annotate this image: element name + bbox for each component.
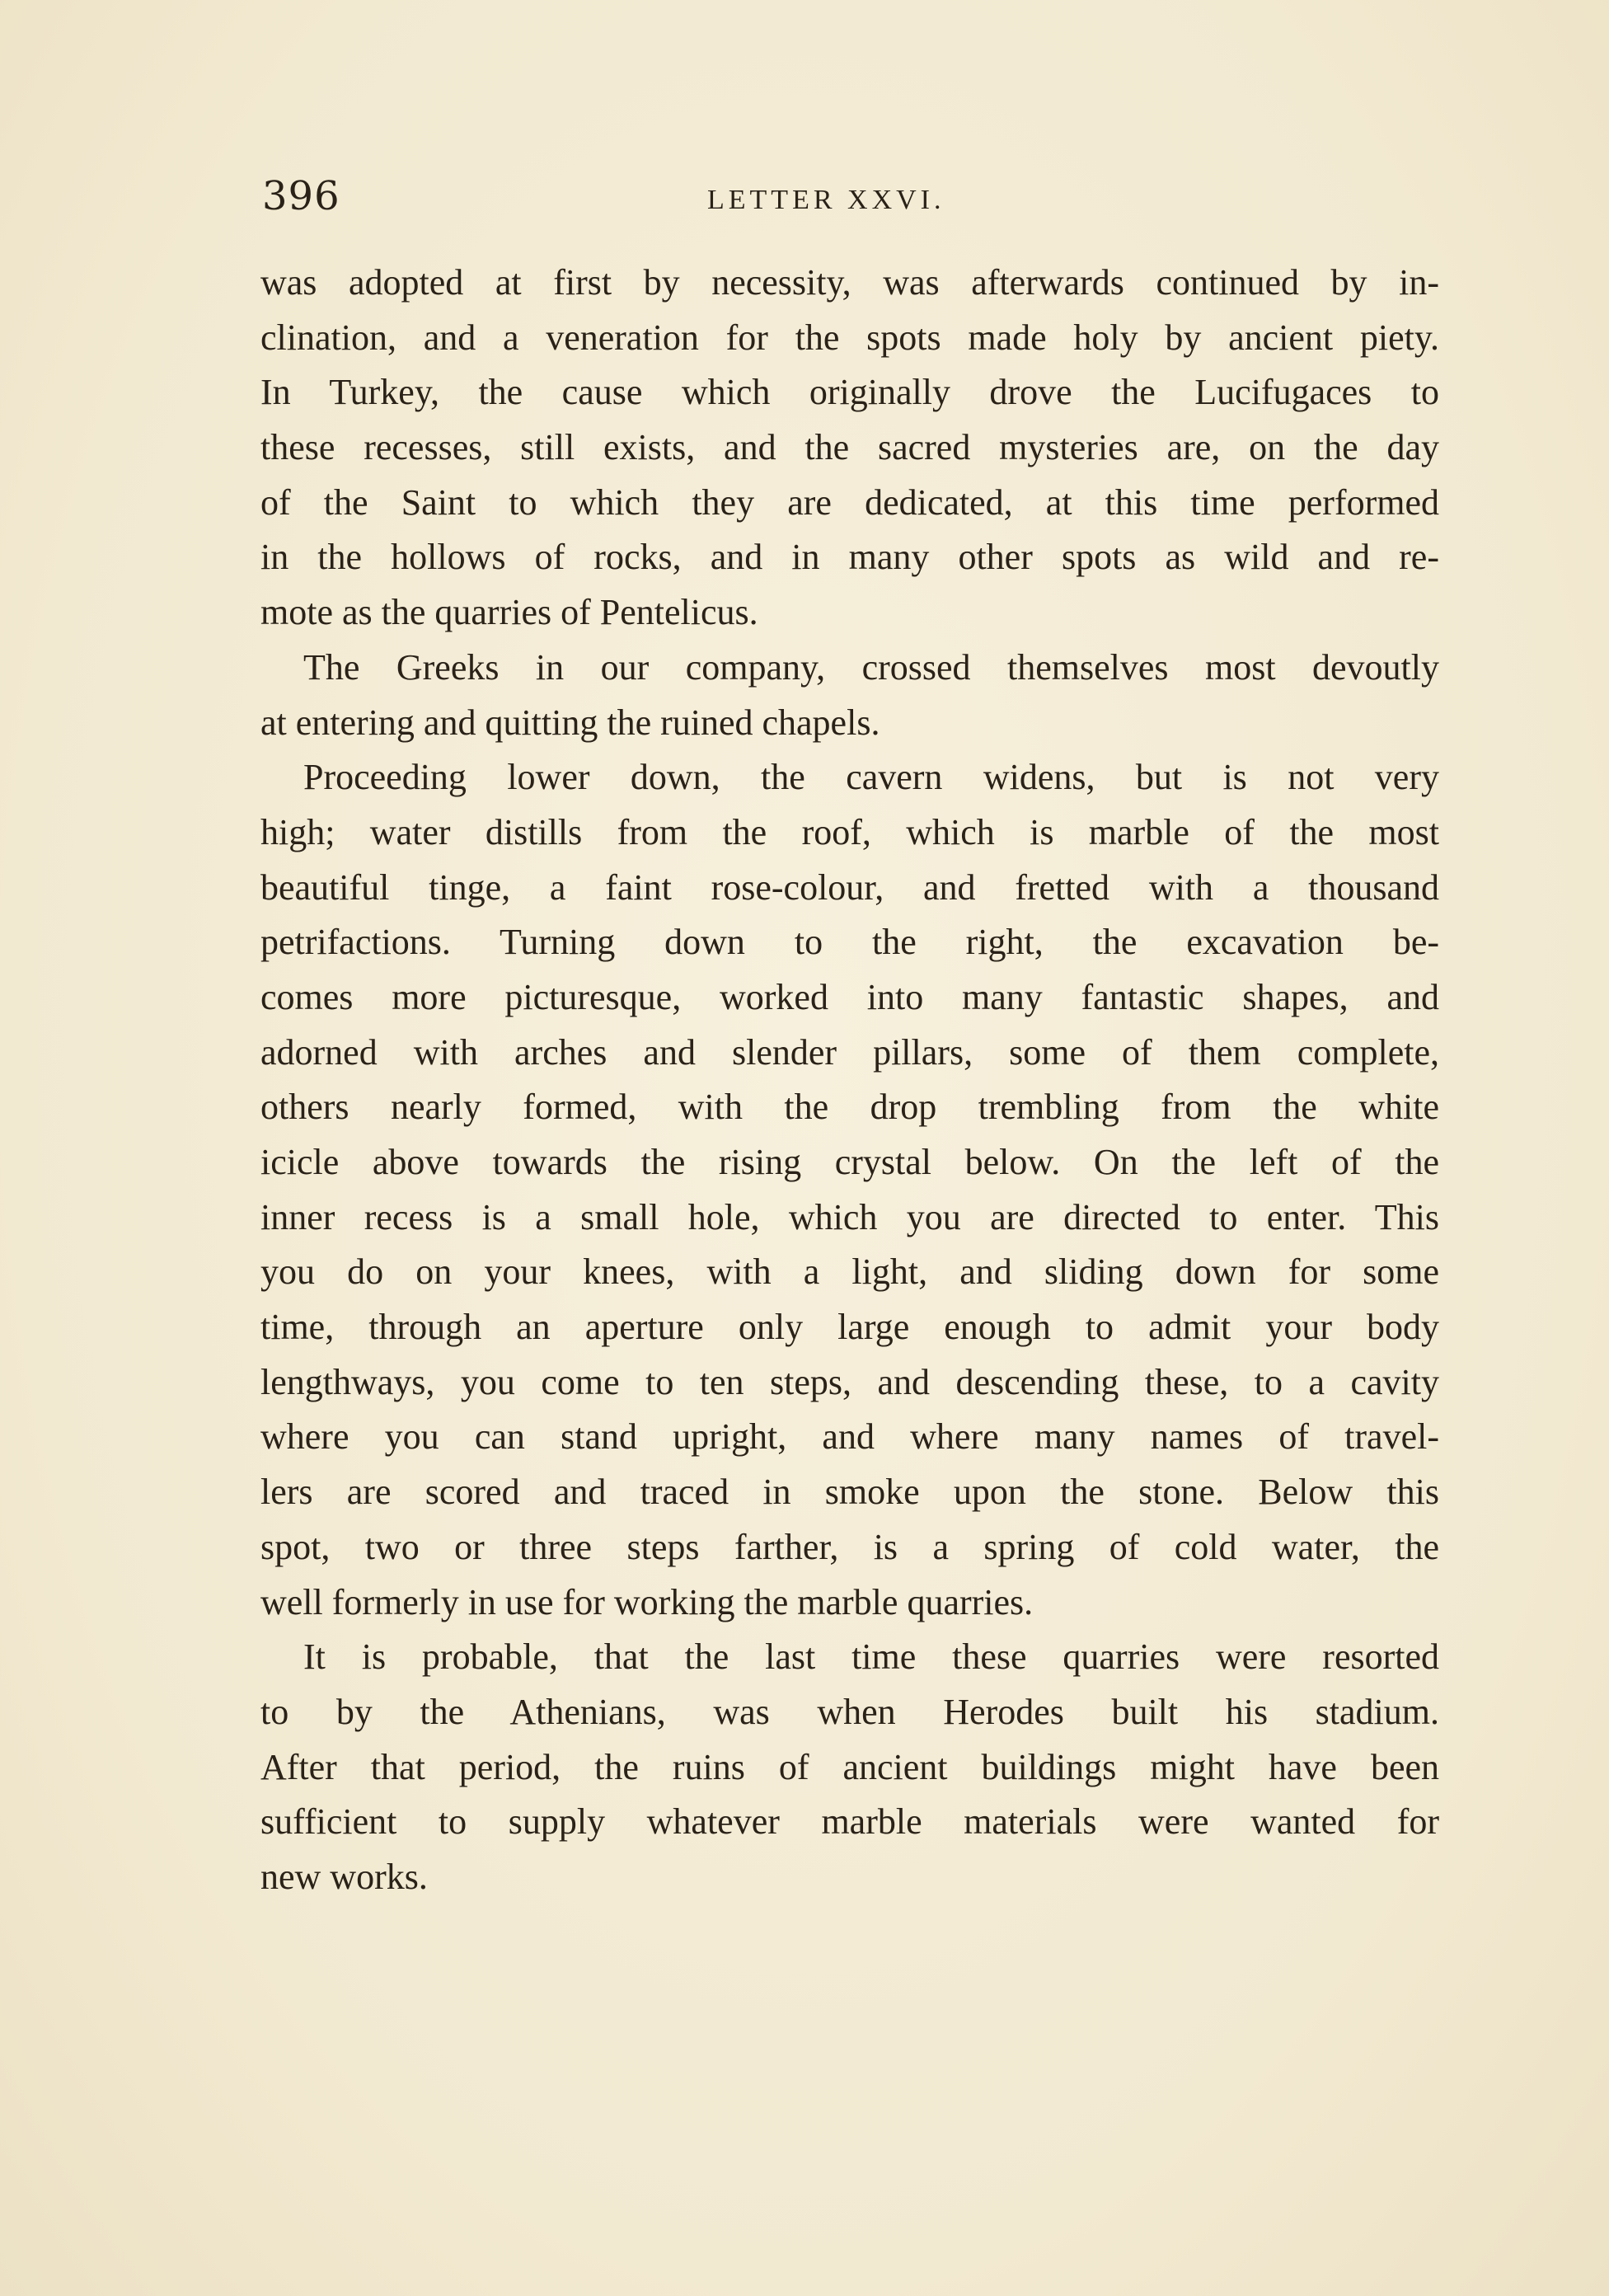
text-line: mote as the quarries of Pentelicus.: [260, 592, 758, 633]
text-line: these recesses, still exists, and the sacred mysteries are, on the day: [260, 427, 1439, 468]
text-line: beautiful tinge, a faint rose-colour, and fretted with a thousand: [260, 866, 1439, 908]
text-line: comes more picturesque, worked into many fantastic shapes, and: [260, 976, 1439, 1017]
page-number: 396: [262, 173, 340, 219]
text-line: in the hollows of rocks, and in many other spots as wild and re-: [260, 537, 1439, 578]
text-line: high; water distills from the roof, which is marble of the most: [260, 811, 1439, 852]
text-line: inner recess is a small hole, which you are directed to enter. This: [260, 1196, 1439, 1237]
text-line: time, through an aperture only large enough to admit your body: [260, 1307, 1439, 1348]
text-line: was adopted at first by necessity, was afterwards continued by in-: [260, 262, 1439, 303]
text-line: of the Saint to which they are dedicated, at this time performed: [260, 481, 1439, 523]
text-line: sufficient to supply whatever marble materials were wanted for: [260, 1801, 1439, 1843]
running-head: LETTER XXVI.: [707, 185, 945, 215]
text-line: adorned with arches and slender pillars, some of them complete,: [260, 1031, 1439, 1073]
text-line: Proceeding lower down, the cavern widens, but is not very: [303, 757, 1439, 798]
text-line: lengthways, you come to ten steps, and descending these, to a cavity: [260, 1361, 1439, 1402]
text-line: The Greeks in our company, crossed themselves most devoutly: [303, 646, 1439, 688]
body-text: [260, 256, 1439, 1905]
text-line: It is probable, that the last time these quarries were resorted: [303, 1636, 1439, 1678]
text-line: clination, and a veneration for the spots made holy by ancient piety.: [260, 317, 1439, 358]
text-line: In Turkey, the cause which originally drove the Lucifugaces to: [260, 372, 1439, 413]
text-line: others nearly formed, with the drop trembling from the white: [260, 1087, 1439, 1128]
page-header: [262, 173, 1433, 223]
text-line: petrifactions. Turning down to the right, the excavation be-: [260, 922, 1439, 963]
text-line: After that period, the ruins of ancient buildings might have been: [260, 1746, 1439, 1787]
text-line: where you can stand upright, and where many names of travel-: [260, 1416, 1439, 1458]
text-line: lers are scored and traced in smoke upon the stone. Below this: [260, 1472, 1439, 1513]
text-line: well formerly in use for working the marble quarries.: [260, 1581, 1034, 1622]
text-line: icicle above towards the rising crystal below. On the left of the: [260, 1142, 1439, 1182]
text-line: you do on your knees, with a light, and sliding down for some: [260, 1251, 1439, 1293]
text-line: at entering and quitting the ruined chapels.: [260, 702, 880, 743]
text-line: new works.: [260, 1856, 428, 1897]
text-line: spot, two or three steps farther, is a spring of cold water, the: [260, 1526, 1439, 1567]
text-line: to by the Athenians, was when Herodes built his stadium.: [260, 1691, 1439, 1732]
